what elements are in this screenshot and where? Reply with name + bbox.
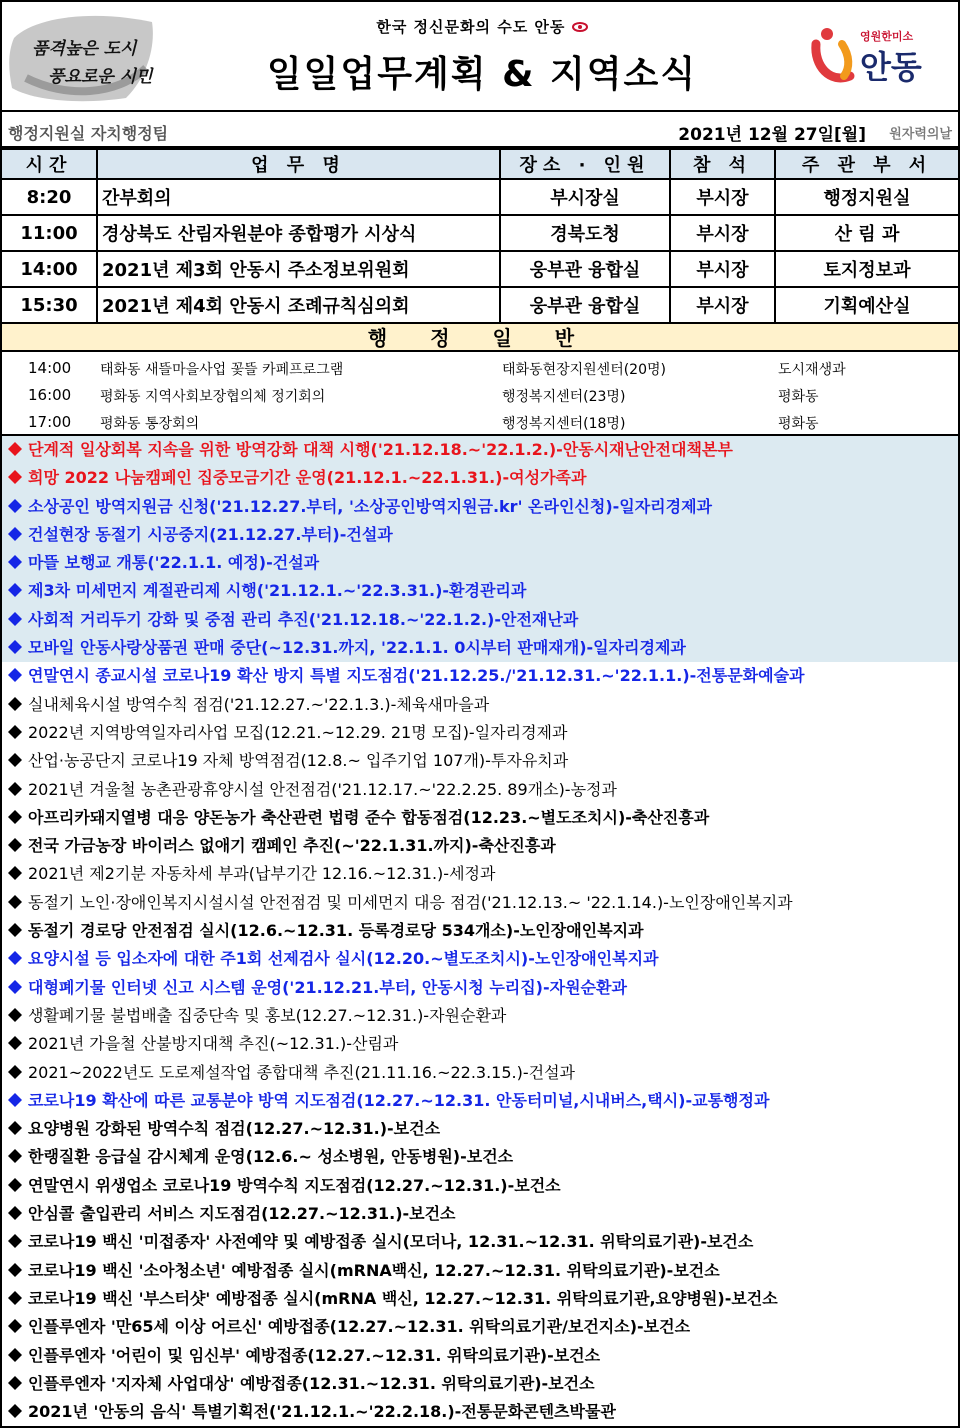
diamond-bullet-icon bbox=[8, 1093, 22, 1107]
diamond-bullet-icon bbox=[8, 1348, 22, 1362]
diamond-bullet-icon bbox=[8, 1234, 22, 1248]
header bbox=[2, 2, 958, 112]
diamond-bullet-icon bbox=[8, 838, 22, 852]
notice-text: 산업·농공단지 코로나19 자체 방역점검(12.8.~ 입주기업 107개)-투자유치과 bbox=[28, 751, 569, 771]
diamond-bullet-icon bbox=[8, 1065, 22, 1079]
notice-text: 동절기 경로당 안전점검 실시(12.6.~12.31. 등록경로당 534개소)-노인장애인복지과 bbox=[28, 921, 644, 941]
item-task: 평화동 지역사회보장협의체 정기회의 bbox=[100, 389, 326, 405]
item-dept: 평화동 bbox=[778, 416, 819, 432]
diamond-bullet-icon bbox=[8, 753, 22, 767]
item-dept: 도시재생과 bbox=[778, 362, 846, 378]
item-place: 행정복지센터(18명) bbox=[502, 416, 626, 432]
notice-text: 소상공인 방역지원금 신청('21.12.27.부터, '소상공인방역지원금.kr' 온라인신청)-일자리경제과 bbox=[28, 496, 713, 516]
item-place: 태화동현장지원센터(20명) bbox=[502, 362, 666, 378]
brand-slogan: 영원한미소 bbox=[860, 30, 914, 43]
andong-smile-icon bbox=[810, 26, 858, 90]
notice-item bbox=[2, 1059, 958, 1087]
notice-text: 2021~2022년도 도로제설작업 종합대책 추진(21.11.16.~22.3.15.)-건설과 bbox=[28, 1062, 576, 1082]
page-title: 일일업무계획 & 지역소식 bbox=[266, 54, 698, 95]
row-dept: 토지정보과 bbox=[775, 251, 958, 287]
col-header-time: 시간 bbox=[2, 149, 97, 179]
col-header-task: 업 무 명 bbox=[97, 149, 500, 179]
diamond-bullet-icon bbox=[8, 555, 22, 569]
diamond-bullet-icon bbox=[8, 527, 22, 541]
diamond-bullet-icon bbox=[8, 951, 22, 965]
notice-text: 동절기 노인·장애인복지시설시설 안전점검 및 미세먼지 대응 점검('21.12.13.~ '22.1.14.)-노인장애인복지과 bbox=[28, 892, 793, 912]
notice-text: 2021년 가을철 산불방지대책 추진(~12.31.)-산림과 bbox=[28, 1034, 399, 1054]
date: 2021년 12월 27일[월] bbox=[678, 125, 866, 145]
list-item bbox=[2, 381, 958, 408]
admin-general-title: 행 정 일 반 bbox=[2, 324, 958, 352]
table-row bbox=[2, 215, 958, 251]
notice-item bbox=[2, 662, 958, 690]
notice-item bbox=[2, 747, 958, 775]
list-item bbox=[2, 354, 958, 381]
brand-name: 안동 bbox=[860, 48, 922, 86]
notice-item bbox=[2, 634, 958, 662]
row-time: 8:20 bbox=[2, 179, 97, 215]
notice-item bbox=[2, 1342, 958, 1370]
notice-item bbox=[2, 1313, 958, 1341]
list-item bbox=[2, 408, 958, 435]
notice-item bbox=[2, 1172, 958, 1200]
notice-item bbox=[2, 1285, 958, 1313]
notice-text: 코로나19 확산에 따른 교통분야 방역 지도점검(12.27.~12.31. 안동터미널,시내버스,택시)-교통행정과 bbox=[28, 1090, 770, 1110]
notice-item bbox=[2, 1200, 958, 1228]
row-task: 경상북도 산림자원분야 종합평가 시상식 bbox=[97, 215, 500, 251]
notice-text: 요양병원 강화된 방역수칙 점검(12.27.~12.31.)-보건소 bbox=[28, 1119, 441, 1139]
notice-text: 단계적 일상회복 지속을 위한 방역강화 대책 시행('21.12.18.~'22.1.2.)-안동시재난안전대책본부 bbox=[28, 440, 733, 459]
diamond-bullet-icon bbox=[8, 499, 22, 513]
diamond-bullet-icon bbox=[8, 923, 22, 937]
notice-text: 대형폐기물 인터넷 신고 시스템 운영('21.12.21.부터, 안동시청 누리집)-자원순환과 bbox=[28, 977, 627, 997]
item-place: 행정복지센터(23명) bbox=[502, 389, 626, 405]
notice-item bbox=[2, 549, 958, 577]
notice-text: 희망 2022 나눔캠페인 집중모금기간 운영(21.12.1.~22.1.31.)-여성가족과 bbox=[28, 468, 587, 488]
notice-item bbox=[2, 1115, 958, 1143]
item-dept: 평화동 bbox=[778, 389, 819, 405]
notice-item bbox=[2, 493, 958, 521]
diamond-bullet-icon bbox=[8, 810, 22, 824]
notice-item bbox=[2, 1257, 958, 1285]
diamond-bullet-icon bbox=[8, 1319, 22, 1333]
row-place: 부시장실 bbox=[500, 179, 670, 215]
notice-text: 코로나19 백신 '부스터샷' 예방접종 실시(mRNA 백신, 12.27.~12.31. 위탁의료기관,요양병원)-보건소 bbox=[28, 1288, 778, 1308]
col-header-place: 장소 · 인원 bbox=[500, 149, 670, 179]
table-row bbox=[2, 179, 958, 215]
notice-text: 인플루엔자 '지자체 사업대상' 예방접종(12.31.~12.31. 위탁의료기관)-보건소 bbox=[28, 1373, 595, 1393]
diamond-bullet-icon bbox=[8, 1404, 22, 1418]
diamond-bullet-icon bbox=[8, 697, 22, 711]
header-subtitle: 한국 정신문화의 수도 안동 bbox=[2, 16, 960, 37]
notice-item bbox=[2, 945, 958, 973]
date-note: 원자력의날 bbox=[889, 127, 952, 142]
notice-item bbox=[2, 1228, 958, 1256]
col-header-attendee: 참 석 bbox=[670, 149, 775, 179]
row-attendee: 부시장 bbox=[670, 287, 775, 323]
row-attendee: 부시장 bbox=[670, 215, 775, 251]
notice-text: 2021년 '안동의 음식' 특별기획전('21.12.1.~'22.2.18.)-전통문화콘텐츠박물관 bbox=[28, 1402, 616, 1422]
slogan-line1: 품격높은 도시 bbox=[32, 39, 137, 59]
notice-text: 제3차 미세먼지 계절관리제 시행('21.12.1.~'22.3.31.)-환경관리과 bbox=[28, 581, 527, 601]
diamond-bullet-icon bbox=[8, 866, 22, 880]
diamond-bullet-icon bbox=[8, 1206, 22, 1220]
notice-text: 사회적 거리두기 강화 및 중점 관리 추진('21.12.18.~'22.1.2.)-안전재난과 bbox=[28, 609, 579, 629]
col-header-dept: 주 관 부 서 bbox=[775, 149, 958, 179]
notice-text: 전국 가금농장 바이러스 없애기 캠페인 추진(~'22.1.31.까지)-축산진흥과 bbox=[28, 836, 556, 856]
diamond-bullet-icon bbox=[8, 1008, 22, 1022]
row-task: 간부회의 bbox=[97, 179, 500, 215]
notice-item bbox=[2, 832, 958, 860]
diamond-bullet-icon bbox=[8, 583, 22, 597]
table-row bbox=[2, 287, 958, 323]
eye-icon bbox=[572, 19, 588, 37]
row-task: 2021년 제3회 안동시 주소정보위원회 bbox=[97, 251, 500, 287]
notice-item bbox=[2, 804, 958, 832]
row-time: 14:00 bbox=[2, 251, 97, 287]
row-attendee: 부시장 bbox=[670, 179, 775, 215]
notice-text: 연말연시 위생업소 코로나19 방역수칙 지도점검(12.27.~12.31.)-보건소 bbox=[28, 1175, 561, 1195]
notice-text: 한랭질환 응급실 감시체계 운영(12.6.~ 성소병원, 안동병원)-보건소 bbox=[28, 1147, 514, 1167]
notice-item bbox=[2, 1398, 958, 1426]
diamond-bullet-icon bbox=[8, 1178, 22, 1192]
row-dept: 기획예산실 bbox=[775, 287, 958, 323]
item-task: 평화동 통장회의 bbox=[100, 416, 200, 432]
diamond-bullet-icon bbox=[8, 1291, 22, 1305]
notice-item bbox=[2, 521, 958, 549]
notice-text: 생활폐기물 불법배출 집중단속 및 홍보(12.27.~12.31.)-자원순환과 bbox=[28, 1005, 507, 1025]
notice-list bbox=[2, 436, 958, 1426]
notice-item bbox=[2, 776, 958, 804]
row-dept: 산 림 과 bbox=[775, 215, 958, 251]
row-place: 웅부관 융합실 bbox=[500, 251, 670, 287]
item-task: 태화동 새뜰마을사업 꽃뜰 카페프로그램 bbox=[100, 362, 344, 378]
diamond-bullet-icon bbox=[8, 442, 22, 456]
notice-text: 인플루엔자 '어린이 및 임신부' 예방접종(12.27.~12.31. 위탁의료기관)-보건소 bbox=[28, 1345, 601, 1365]
notice-text: 실내체육시설 방역수칙 점검('21.12.27.~'22.1.3.)-체육새마을과 bbox=[28, 694, 490, 714]
diamond-bullet-icon bbox=[8, 612, 22, 626]
notice-text: 2021년 겨울철 농촌관광휴양시설 안전점검('21.12.17.~'22.2.25. 89개소)-농정과 bbox=[28, 779, 617, 799]
schedule-table bbox=[2, 148, 958, 324]
notice-item bbox=[2, 691, 958, 719]
diamond-bullet-icon bbox=[8, 725, 22, 739]
info-bar bbox=[2, 112, 958, 148]
notice-item bbox=[2, 860, 958, 888]
andong-logo bbox=[810, 22, 940, 92]
slogan-line2: 풍요로운 시민 bbox=[48, 67, 153, 87]
row-place: 웅부관 융합실 bbox=[500, 287, 670, 323]
table-row bbox=[2, 251, 958, 287]
diamond-bullet-icon bbox=[8, 1121, 22, 1135]
notice-item bbox=[2, 889, 958, 917]
diamond-bullet-icon bbox=[8, 1149, 22, 1163]
notice-item bbox=[2, 1030, 958, 1058]
diamond-bullet-icon bbox=[8, 980, 22, 994]
notice-text: 연말연시 종교시설 코로나19 확산 방지 특별 지도점검('21.12.25./'21.12.31.~'22.1.1.)-전통문화예술과 bbox=[28, 666, 805, 686]
notice-item bbox=[2, 1143, 958, 1171]
notice-text: 안심콜 출입관리 서비스 지도점검(12.27.~12.31.)-보건소 bbox=[28, 1204, 456, 1224]
notice-text: 아프리카돼지열병 대응 양돈농가 축산관련 법령 준수 합동점검(12.23.~별도조치시)-축산진흥과 bbox=[28, 807, 710, 827]
admin-general-list bbox=[2, 352, 958, 436]
row-dept: 행정지원실 bbox=[775, 179, 958, 215]
notice-text: 건설현장 동절기 시공중지(21.12.27.부터)-건설과 bbox=[28, 524, 393, 544]
row-place: 경북도청 bbox=[500, 215, 670, 251]
item-time: 14:00 bbox=[28, 359, 72, 377]
notice-item bbox=[2, 719, 958, 747]
notice-item bbox=[2, 606, 958, 634]
row-time: 11:00 bbox=[2, 215, 97, 251]
notice-item bbox=[2, 464, 958, 492]
notice-item bbox=[2, 436, 958, 464]
notice-item bbox=[2, 1370, 958, 1398]
item-time: 16:00 bbox=[28, 386, 72, 404]
notice-item bbox=[2, 1087, 958, 1115]
diamond-bullet-icon bbox=[8, 1263, 22, 1277]
item-time: 17:00 bbox=[28, 413, 72, 431]
diamond-bullet-icon bbox=[8, 1376, 22, 1390]
notice-text: 인플루엔자 '만65세 이상 어르신' 예방접종(12.27.~12.31. 위탁의료기관/보건지소)-보건소 bbox=[28, 1317, 691, 1337]
notice-text: 모바일 안동사랑상품권 판매 중단(~12.31.까지, '22.1.1. 0시부터 판매재개)-일자리경제과 bbox=[28, 638, 686, 658]
row-task: 2021년 제4회 안동시 조례규칙심의회 bbox=[97, 287, 500, 323]
notice-text: 코로나19 백신 '소아청소년' 예방접종 실시(mRNA백신, 12.27.~12.31. 위탁의료기관)-보건소 bbox=[28, 1260, 720, 1280]
notice-text: 2021년 제2기분 자동차세 부과(납부기간 12.16.~12.31.)-세정과 bbox=[28, 864, 496, 884]
notice-item bbox=[2, 577, 958, 605]
row-time: 15:30 bbox=[2, 287, 97, 323]
notice-item bbox=[2, 974, 958, 1002]
diamond-bullet-icon bbox=[8, 640, 22, 654]
diamond-bullet-icon bbox=[8, 782, 22, 796]
row-attendee: 부시장 bbox=[670, 251, 775, 287]
diamond-bullet-icon bbox=[8, 668, 22, 682]
notice-text: 2022년 지역방역일자리사업 모집(12.21.~12.29. 21명 모집)-일자리경제과 bbox=[28, 722, 568, 742]
notice-text: 마뜰 보행교 개통('22.1.1. 예정)-건설과 bbox=[28, 553, 320, 573]
team-name: 행정지원실 자치행정팀 bbox=[8, 124, 169, 143]
notice-item bbox=[2, 1002, 958, 1030]
notice-text: 코로나19 백신 '미접종자' 사전예약 및 예방접종 실시(모더나, 12.31.~12.31. 위탁의료기관)-보건소 bbox=[28, 1232, 754, 1252]
notice-text: 요양시설 등 입소자에 대한 주1회 선제검사 실시(12.20.~별도조치시)-노인장애인복지과 bbox=[28, 949, 659, 969]
schedule-header-row bbox=[2, 149, 958, 179]
diamond-bullet-icon bbox=[8, 1036, 22, 1050]
diamond-bullet-icon bbox=[8, 895, 22, 909]
diamond-bullet-icon bbox=[8, 470, 22, 484]
notice-item bbox=[2, 917, 958, 945]
